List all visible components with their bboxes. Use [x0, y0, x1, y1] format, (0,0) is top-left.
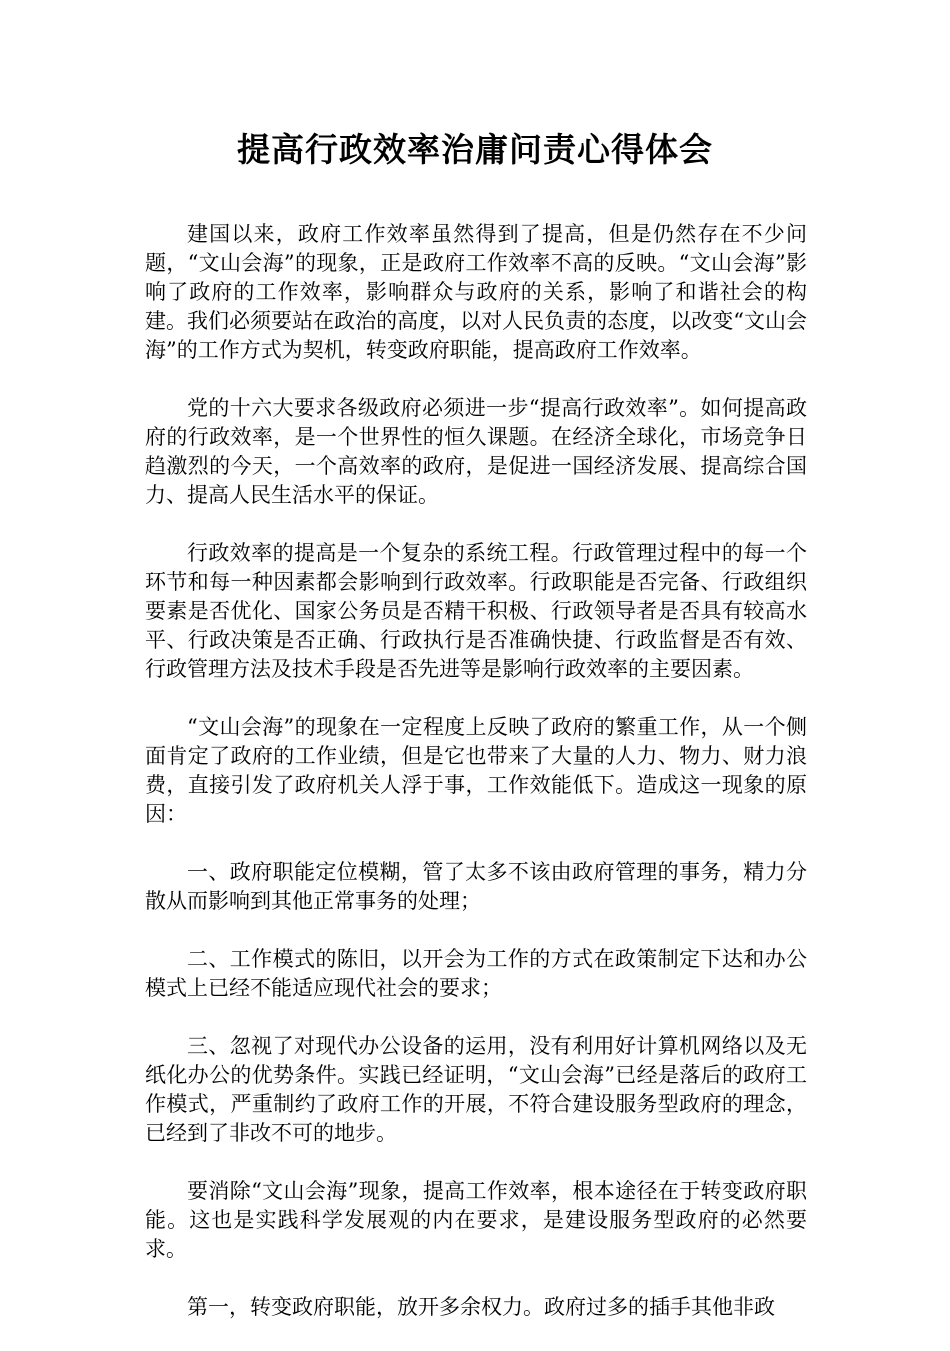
paragraph: 三、忽视了对现代办公设备的运用，没有利用好计算机网络以及无纸化办公的优势条件。实践已经证明，“文山会海”已经是落后的政府工作模式，严重制约了政府工作的开展，不符合建设服务型政府的理念，已经到了非改不可的地步。 [145, 1034, 807, 1145]
document-title: 提高行政效率治庸问责心得体会 [237, 130, 713, 169]
paragraph: 建国以来，政府工作效率虽然得到了提高，但是仍然存在不少问题，“文山会海”的现象，正是政府工作效率不高的反映。“文山会海”影响了政府的工作效率，影响群众与政府的关系，影响了和谐社会的构建。我们必须要站在政治的高度，以对人民负责的态度，以改变“文山会海”的工作方式为契机，转变政府职能，提高政府工作效率。 [145, 222, 807, 362]
paragraph: 行政效率的提高是一个复杂的系统工程。行政管理过程中的每一个环节和每一种因素都会影响到行政效率。行政职能是否完备、行政组织要素是否优化、国家公务员是否精干积极、行政领导者是否具有较高水平、行政决策是否正确、行政执行是否准确快捷、行政监督是否有效、行政管理方法及技术手段是否先进等是影响行政效率的主要因素。 [145, 541, 807, 681]
paragraph: 要消除“文山会海”现象，提高工作效率，根本途径在于转变政府职能。这也是实践科学发展观的内在要求，是建设服务型政府的必然要求。 [145, 1179, 807, 1261]
paragraph: “文山会海”的现象在一定程度上反映了政府的繁重工作，从一个侧面肯定了政府的工作业绩，但是它也带来了大量的人力、物力、财力浪费，直接引发了政府机关人浮于事，工作效能低下。造成这一现象的原因： [145, 715, 807, 826]
paragraph: 二、工作模式的陈旧，以开会为工作的方式在政策制定下达和办公模式上已经不能适应现代社会的要求； [145, 947, 807, 1000]
paragraph: 一、政府职能定位模糊，管了太多不该由政府管理的事务，精力分散从而影响到其他正常事务的处理； [145, 860, 807, 913]
paragraph: 党的十六大要求各级政府必须进一步“提高行政效率”。如何提高政府的行政效率，是一个世界性的恒久课题。在经济全球化，市场竞争日趋激烈的今天，一个高效率的政府，是促进一国经济发展、提高综合国力、提高人民生活水平的保证。 [145, 396, 807, 507]
paragraph: 第一，转变政府职能，放开多余权力。政府过多的插手其他非政 [187, 1295, 775, 1319]
document-body [145, 220, 807, 1351]
